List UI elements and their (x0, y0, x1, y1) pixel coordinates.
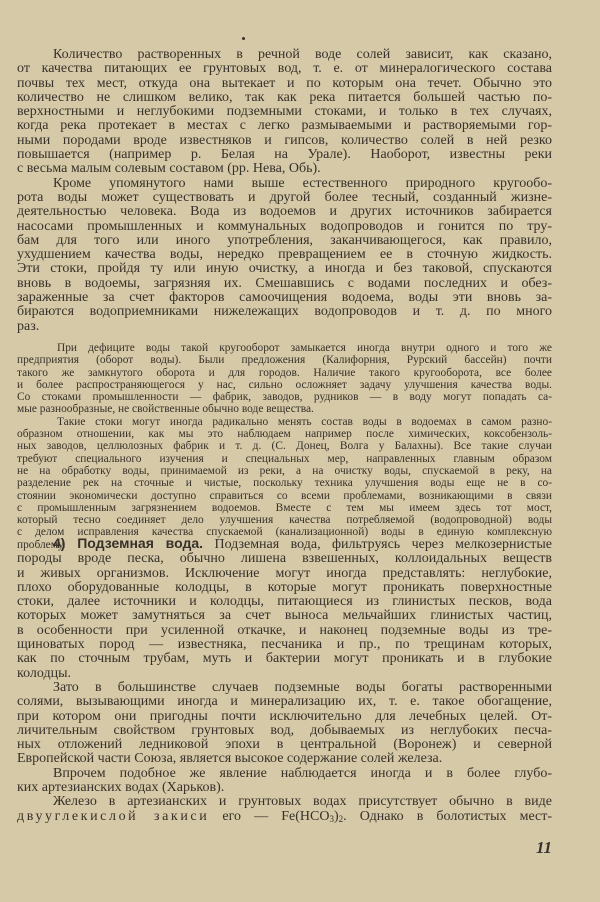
text-line: ных отложений ледниковой эпохи в центральной (Воронеж) и северной (17, 737, 552, 753)
paragraph (17, 177, 552, 334)
text-segment: Подземная вода, фильтруясь через мелкозернистые (203, 537, 552, 552)
text-line: ных заводов, целлюлозных фабрик и т. д. (С. Донец, Волга у Балахны). Все такие случаи (17, 440, 552, 453)
text-line: щиноватых пород — известняка, песчаника и пр., по трещинам которых, (17, 637, 552, 653)
text-line: Со стоками промышленности — фабрик, заводов, рудников — в воду могут попадать са- (17, 391, 552, 404)
text-line: солями, вызывающими иногда и минерализацию их, т. е. такое обогащение, (17, 694, 552, 710)
text-line: и более распространяющегося у нас, сильно осложняет задачу улучшения качества воды. (17, 378, 552, 391)
text-line: при котором они пригодны почти исключительно для лечебных целей. От- (17, 708, 552, 724)
text-line: который тесно соединяет дело улучшения качества потребляемой (водопроводной) воды (17, 514, 552, 527)
text-line: требуют специального изучения и специальных мер, направленных главным образом (17, 452, 552, 465)
text-line: ухудшением качества воды, нередко превращением ее в сточную жидкость. (17, 247, 552, 263)
main-text-top (17, 48, 552, 334)
subscript: 3 (329, 813, 334, 824)
text-segment: его — Fe(HCO (209, 808, 330, 824)
paragraph (17, 536, 552, 681)
text-line: Эти стоки, пройдя ту или иную очистку, а иногда и без таковой, спускаются (17, 261, 552, 277)
text-line: ких артезианских водах (Харьков). (17, 780, 225, 796)
text-line: бам для того или иного употребления, заканчивающегося, как правило, (17, 232, 552, 248)
text-line: зараженные за счет факторов самоочищения водоема, воды эти вновь за- (17, 290, 552, 306)
text-line: ными породами вроде известняков и гипсов, количество солей в ней резко (17, 132, 552, 148)
text-segment: . Однако в болотистых мест- (343, 808, 553, 824)
text-line: стоянии экономически доступно справиться со всеми проблемами, возникающими в связи (17, 489, 552, 502)
text-line: с делом исправления качества спускаемой (канализационной) воды в единую комплексную (17, 526, 552, 539)
print-speck (242, 37, 245, 40)
text-line: личительным свойством грунтовых вод, добываемых из неглубоких песча- (17, 722, 552, 738)
section-underground-water (17, 536, 552, 826)
text-line: Впрочем подобное же явление наблюдается иногда и в более глубо- (53, 765, 552, 781)
section-heading: 4) Подземная вода. (53, 535, 204, 551)
text-line: При дефиците воды такой кругооборот замыкается иногда внутри одного и того же (57, 342, 552, 354)
text-line: с весьма малым солевым составом (рр. Нева, Обь). (17, 161, 321, 177)
text-line: рота воды может существовать и другой более тесный, созданный жизне- (17, 189, 552, 205)
text-line: разделение рек на сточные и чистые, поскольку техника улучшения воды еще не в со- (17, 477, 552, 490)
text-line: предприятия (оборот воды). Были предложения (Калифорния, Рурский бассейн) почти (17, 354, 552, 367)
text-line: Европейской части Союза, является высокое содержание солей железа. (17, 751, 443, 767)
text-line: вновь в водоемы, загрязняя их. Смешавшись с водами последних и обез- (17, 275, 552, 291)
paragraph (17, 416, 552, 551)
text-line: повышается (например р. Белая на Урале). Наоборот, известны реки (17, 147, 552, 163)
paragraph (17, 767, 552, 796)
text-line: бираются водоприемниками нижележащих водопроводов и т. д. по много (17, 304, 552, 320)
text-line: Кроме упомянутого нами выше естественного природного кругообо- (53, 175, 552, 191)
paragraph (17, 48, 552, 177)
text-line: количество не слишком велико, так как река питается большей частью по- (17, 89, 552, 105)
emphasized-term: двууглекислой закиси (17, 808, 210, 824)
page-number: 11 (535, 838, 552, 857)
text-line: в особенности при усиленной откачке, и наконец подземные воды из тре- (17, 622, 552, 638)
text-line: которых может замутняться за счет выноса мельчайших глинистых частиц, (17, 608, 552, 624)
text-line: мые разнообразные, не свойственные обычно воде вещества. (17, 403, 314, 416)
text-line: проблему. (17, 538, 66, 551)
text-line: стоки, далее источники и колодцы, питающиеся из глинистых песков, вода (17, 594, 552, 610)
text-line: от качества питающих ее грунтовых вод, т. е. от минералогического состава (17, 61, 552, 77)
text-line (17, 810, 552, 826)
text-line: деятельностью человека. Вода из водоемов и других источников забирается (17, 204, 552, 220)
text-line: и живых организмов. Исключение могут иногда представлять: неглубокие, (17, 565, 552, 581)
text-line (17, 536, 552, 552)
text-line: колодцы. (17, 665, 72, 681)
text-line: когда река протекает в местах с легко размываемыми и растворяемыми гор- (17, 118, 552, 134)
text-line: с промышленным загрязнением водоемов. Вместе с тем мы имеем здесь тот мост, (17, 501, 552, 514)
text-line: Зато в большинстве случаев подземные воды богаты растворенными (53, 679, 552, 695)
paragraph (17, 342, 552, 416)
text-line: не на обработку воды, принимаемой из реки, а на очистку воды, спускаемой в реку, на (17, 464, 552, 477)
paragraph (17, 795, 552, 826)
paragraph (17, 681, 552, 767)
text-line: Такие стоки могут иногда радикально менять состав воды в водоемах в самом разно- (57, 415, 552, 428)
small-print-note (17, 342, 552, 551)
text-segment: ) (333, 808, 339, 824)
text-line: Железо в артезианских и грунтовых водах присутствует обычно в виде (53, 794, 552, 810)
text-line: плохо оборудованные колодцы, в которые могут проникать поверхностные (17, 579, 552, 595)
text-line: раз. (17, 318, 40, 334)
text-line: такого же замкнутого оборота и для городов. Наличие такого кругооборота, все более (17, 366, 552, 379)
subscript: 2 (338, 813, 344, 824)
text-line: породы вроде песка, обычно лишена взвешенных, коллоидальных веществ (17, 551, 552, 567)
text-line: Количество растворенных в речной воде солей зависит, как сказано, (53, 47, 552, 62)
text-line: почвы тех мест, откуда она вытекает и по которым она течет. Обычно это (17, 75, 552, 91)
text-line: образном отношении, как мы это наблюдаем например после химических, коксобензоль- (17, 428, 552, 441)
text-line: как по сточным трубам, муть и бактерии могут проникать и в глубокие (17, 651, 552, 667)
text-line: верхностными и неглубокими подземными стоками, и только в тех случаях, (17, 104, 552, 120)
text-line: насосами промышленных и коммунальных водопроводов и гонится по тру- (17, 218, 552, 234)
